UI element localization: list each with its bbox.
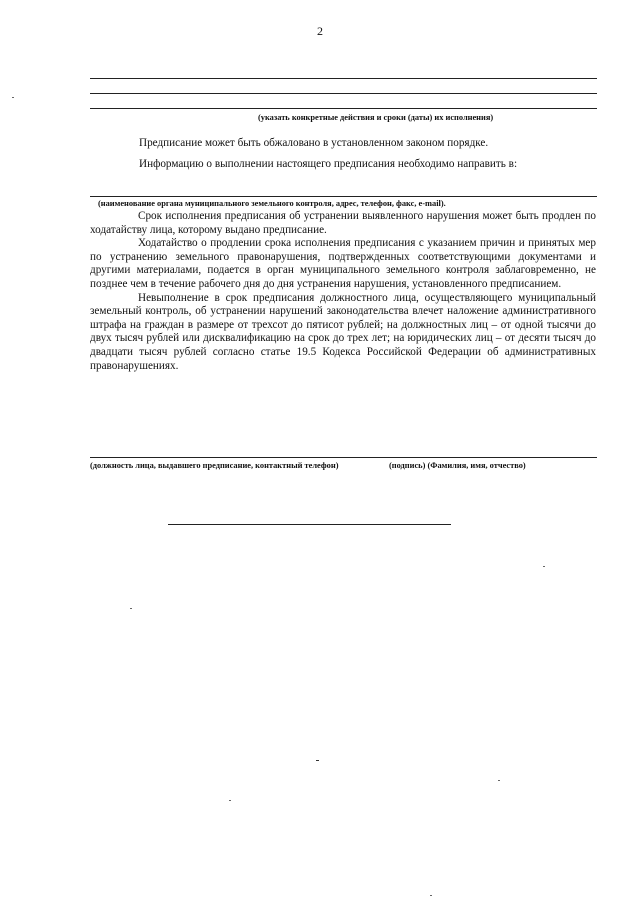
- page-number: 2: [317, 24, 323, 38]
- scan-speck: [229, 800, 231, 801]
- scan-speck: [316, 760, 319, 761]
- scan-speck: [130, 608, 132, 609]
- actions-caption: (указать конкретные действия и сроки (даты) их исполнения): [258, 113, 494, 122]
- scan-speck: [498, 780, 500, 781]
- closing-line: [168, 524, 451, 525]
- scan-speck: [12, 97, 14, 98]
- extension-paragraph: Срок исполнения предписания об устранении выявленного нарушения может быть продлен по ходатайству лица, которому выдано предписание.: [90, 210, 596, 236]
- signature-line: [90, 457, 597, 458]
- petition-paragraph: Ходатайство о продлении срока исполнения предписания с указанием причин и принятых мер по устранению земельного правонарушения, подтвержденных соответствующими документами и другими материалами, подается в орган муниципального земельного контроля заблаговременно, не позднее чем в течение рабочего дня до дня устранения нарушения, установленного предписанием.: [90, 237, 596, 290]
- actions-line-1: [90, 78, 597, 79]
- penalty-paragraph: Невыполнение в срок предписания должностного лица, осуществляющего муниципальный земельный контроль, об устранении нарушений законодательства влечет наложение административного штрафа на граждан в размере от трехсот до пятисот рублей; на должностных лиц – от одной тысячи до двух тысяч рублей или дисквалификацию на срок до трех лет; на юридических лиц – от десяти тысяч до двадцати тысяч рублей согласно статье 19.5 Кодекса Российской Федерации об административных правонарушениях.: [90, 291, 596, 372]
- sign-caption: (подпись) (Фамилия, имя, отчество): [389, 461, 526, 470]
- scan-speck: [543, 566, 545, 567]
- body-text: [90, 210, 596, 373]
- authority-caption: (наименование органа муниципального земельного контроля, адрес, телефон, факс, e-mail).: [98, 199, 446, 208]
- actions-line-2: [90, 93, 597, 94]
- authority-line: [90, 196, 597, 197]
- position-caption: (должность лица, выдавшего предписание, контактный телефон): [90, 461, 339, 470]
- scan-speck: [430, 895, 432, 896]
- appeal-text: Предписание может быть обжаловано в установленном законом порядке.: [139, 137, 489, 149]
- info-text: Информацию о выполнении настоящего предписания необходимо направить в:: [139, 158, 518, 170]
- actions-line-3: [90, 108, 597, 109]
